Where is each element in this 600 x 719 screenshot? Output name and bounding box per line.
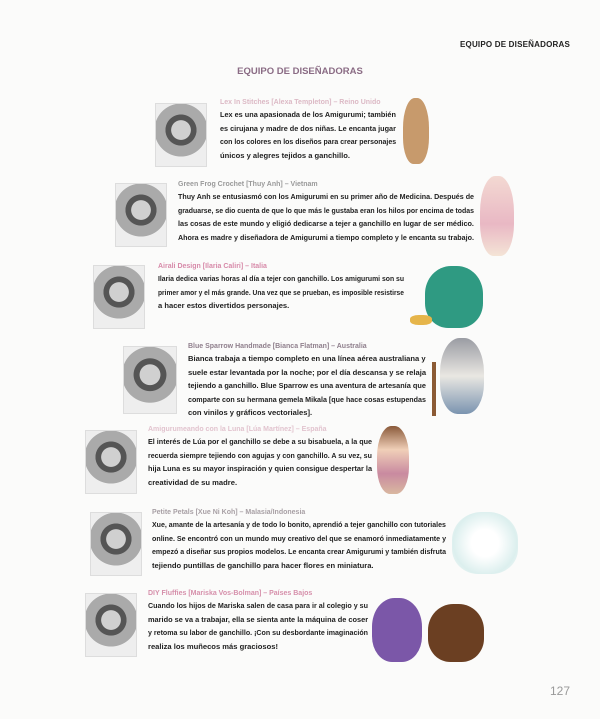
designer-entry	[158, 263, 404, 313]
bio-line: y retoma su labor de ganchillo. ¡Con su desbordante imaginación	[148, 628, 368, 638]
wizard-staff-image	[432, 362, 436, 416]
dragon-toy-image	[372, 598, 422, 662]
designer-photo	[90, 512, 142, 576]
bio-line: Lex es una apasionada de los Amigurumi; también	[220, 110, 396, 119]
bio-line: las cosas de este mundo y eligió dedicarse a tejer a ganchillo en lugar de ser médico.	[178, 219, 474, 229]
designer-bio	[220, 108, 396, 162]
boat-toy-image	[410, 315, 432, 325]
bio-line: realiza los muñecos más graciosos!	[148, 641, 278, 651]
bio-line: recuerda siempre tejiendo con agujas y con ganchillo. A su vez, su	[148, 450, 372, 460]
designer-entry	[148, 590, 368, 653]
designer-name: Lex In Stitches [Alexa Templeton]	[220, 99, 332, 106]
unicorn-doll-image	[480, 176, 514, 256]
bio-line: El interés de Lúa por el ganchillo se debe a su bisabuela, a la que	[148, 437, 373, 446]
bio-line: Bianca trabaja a tiempo completo en una línea aérea australiana y	[188, 354, 426, 363]
bio-line: tejiendo puntillas de ganchillo para hacer flores en miniatura.	[152, 560, 374, 570]
designer-entry	[188, 343, 426, 420]
designer-photo	[85, 593, 137, 657]
bio-line: comparte con su hermana gemela Mikala [que hace cosas estupendas	[188, 394, 426, 404]
designer-bio	[152, 518, 446, 572]
bio-line: suele estar levantada por la noche; por el día descansa y se relaja	[188, 367, 427, 377]
bio-line: tejiendo a ganchillo. Blue Sparrow es una aventura de artesanía que	[188, 381, 426, 391]
designer-country: – Italia	[245, 263, 267, 270]
designer-name: Green Frog Crochet [Thuy Anh]	[178, 181, 283, 188]
designer-name: Blue Sparrow Handmade [Bianca Flatman]	[188, 343, 330, 350]
designer-photo	[155, 103, 207, 167]
designer-country: – Australia	[331, 343, 367, 350]
designer-photo	[115, 183, 167, 247]
designer-country: – Vietnam	[284, 181, 318, 188]
designer-country: – Malasia/Indonesia	[239, 509, 306, 516]
designer-photo	[123, 346, 177, 414]
bio-line: hija Luna es su mayor inspiración y quien consigue despertar la	[148, 464, 373, 474]
designer-name: Petite Petals [Xue Ni Koh]	[152, 509, 238, 516]
octopus-toy-image	[425, 266, 483, 328]
designer-country: – Reino Unido	[333, 99, 381, 106]
bio-line: Ahora es madre y diseñadora de Amigurumi a tiempo completo y le encanta su trabajo.	[178, 232, 474, 242]
designer-photo	[93, 265, 145, 329]
designer-bio	[178, 190, 474, 244]
bio-line: a hacer estos divertidos personajes.	[158, 301, 290, 311]
designer-country: – Países Bajos	[263, 590, 313, 597]
running-header: EQUIPO DE DISEÑADORAS	[460, 40, 570, 49]
designer-entry	[148, 426, 372, 489]
fox-toy-image	[452, 512, 518, 574]
designer-bio	[148, 435, 372, 489]
designer-bio	[148, 599, 368, 653]
bio-line: primer amor y el más grande. Una vez que se prueban, es imposible resistirse	[158, 287, 404, 297]
bio-line: creatividad de su madre.	[148, 477, 238, 487]
bio-line: Xue, amante de la artesanía y de todo lo bonito, aprendió a tejer ganchillo con tutoriales	[152, 520, 446, 529]
bio-line: Cuando los hijos de Mariska salen de casa para ir al colegio y su	[148, 601, 369, 610]
page-title: EQUIPO DE DISEÑADORAS	[237, 66, 363, 77]
designer-name: Airali Design [Ilaria Caliri]	[158, 263, 244, 270]
designer-bio	[188, 352, 426, 420]
bio-line: graduarse, se dio cuenta de que lo que más le gustaba eran los hilos por encima de todas	[178, 205, 474, 215]
bio-line: es cirujana y madre de dos niñas. Le encanta jugar	[220, 123, 396, 133]
bio-line: Ilaria dedica varias horas al día a tejer con ganchillo. Los amigurumi son su	[158, 274, 405, 283]
bio-line: online. Se encontró con un mundo muy creativo del que se enamoró inmediatamente y	[152, 533, 447, 543]
bio-line: marido se va a trabajar, ella se sienta ante la máquina de coser	[148, 614, 369, 624]
monster-toy-image	[428, 604, 484, 662]
doll-toy-image	[377, 426, 409, 494]
page-number: 127	[549, 684, 570, 698]
designer-name: Amigurumeando con la Luna [Lúa Martínez]	[148, 426, 294, 433]
bio-line: empezó a diseñar sus propios modelos. Le encanta crear Amigurumi y también disfruta	[152, 547, 447, 557]
bio-line: únicos y alegres tejidos a ganchillo.	[220, 150, 350, 160]
designer-entry	[220, 99, 396, 162]
designer-country: – España	[295, 426, 327, 433]
wizard-toy-image	[440, 338, 484, 414]
designer-bio	[158, 272, 404, 313]
designer-entry	[152, 509, 446, 572]
designer-photo	[85, 430, 137, 494]
designer-entry	[178, 181, 474, 244]
bio-line: Thuy Anh se entusiasmó con los Amigurumi en su primer año de Medicina. Después de	[178, 192, 475, 201]
bio-line: con los colores en los diseños para crear personajes	[220, 137, 397, 147]
designer-name: DIY Fluffies [Mariska Vos-Bolman]	[148, 590, 262, 597]
bunny-toy-image	[403, 98, 429, 164]
bio-line: con vinilos y gráficos vectoriales].	[188, 408, 313, 418]
